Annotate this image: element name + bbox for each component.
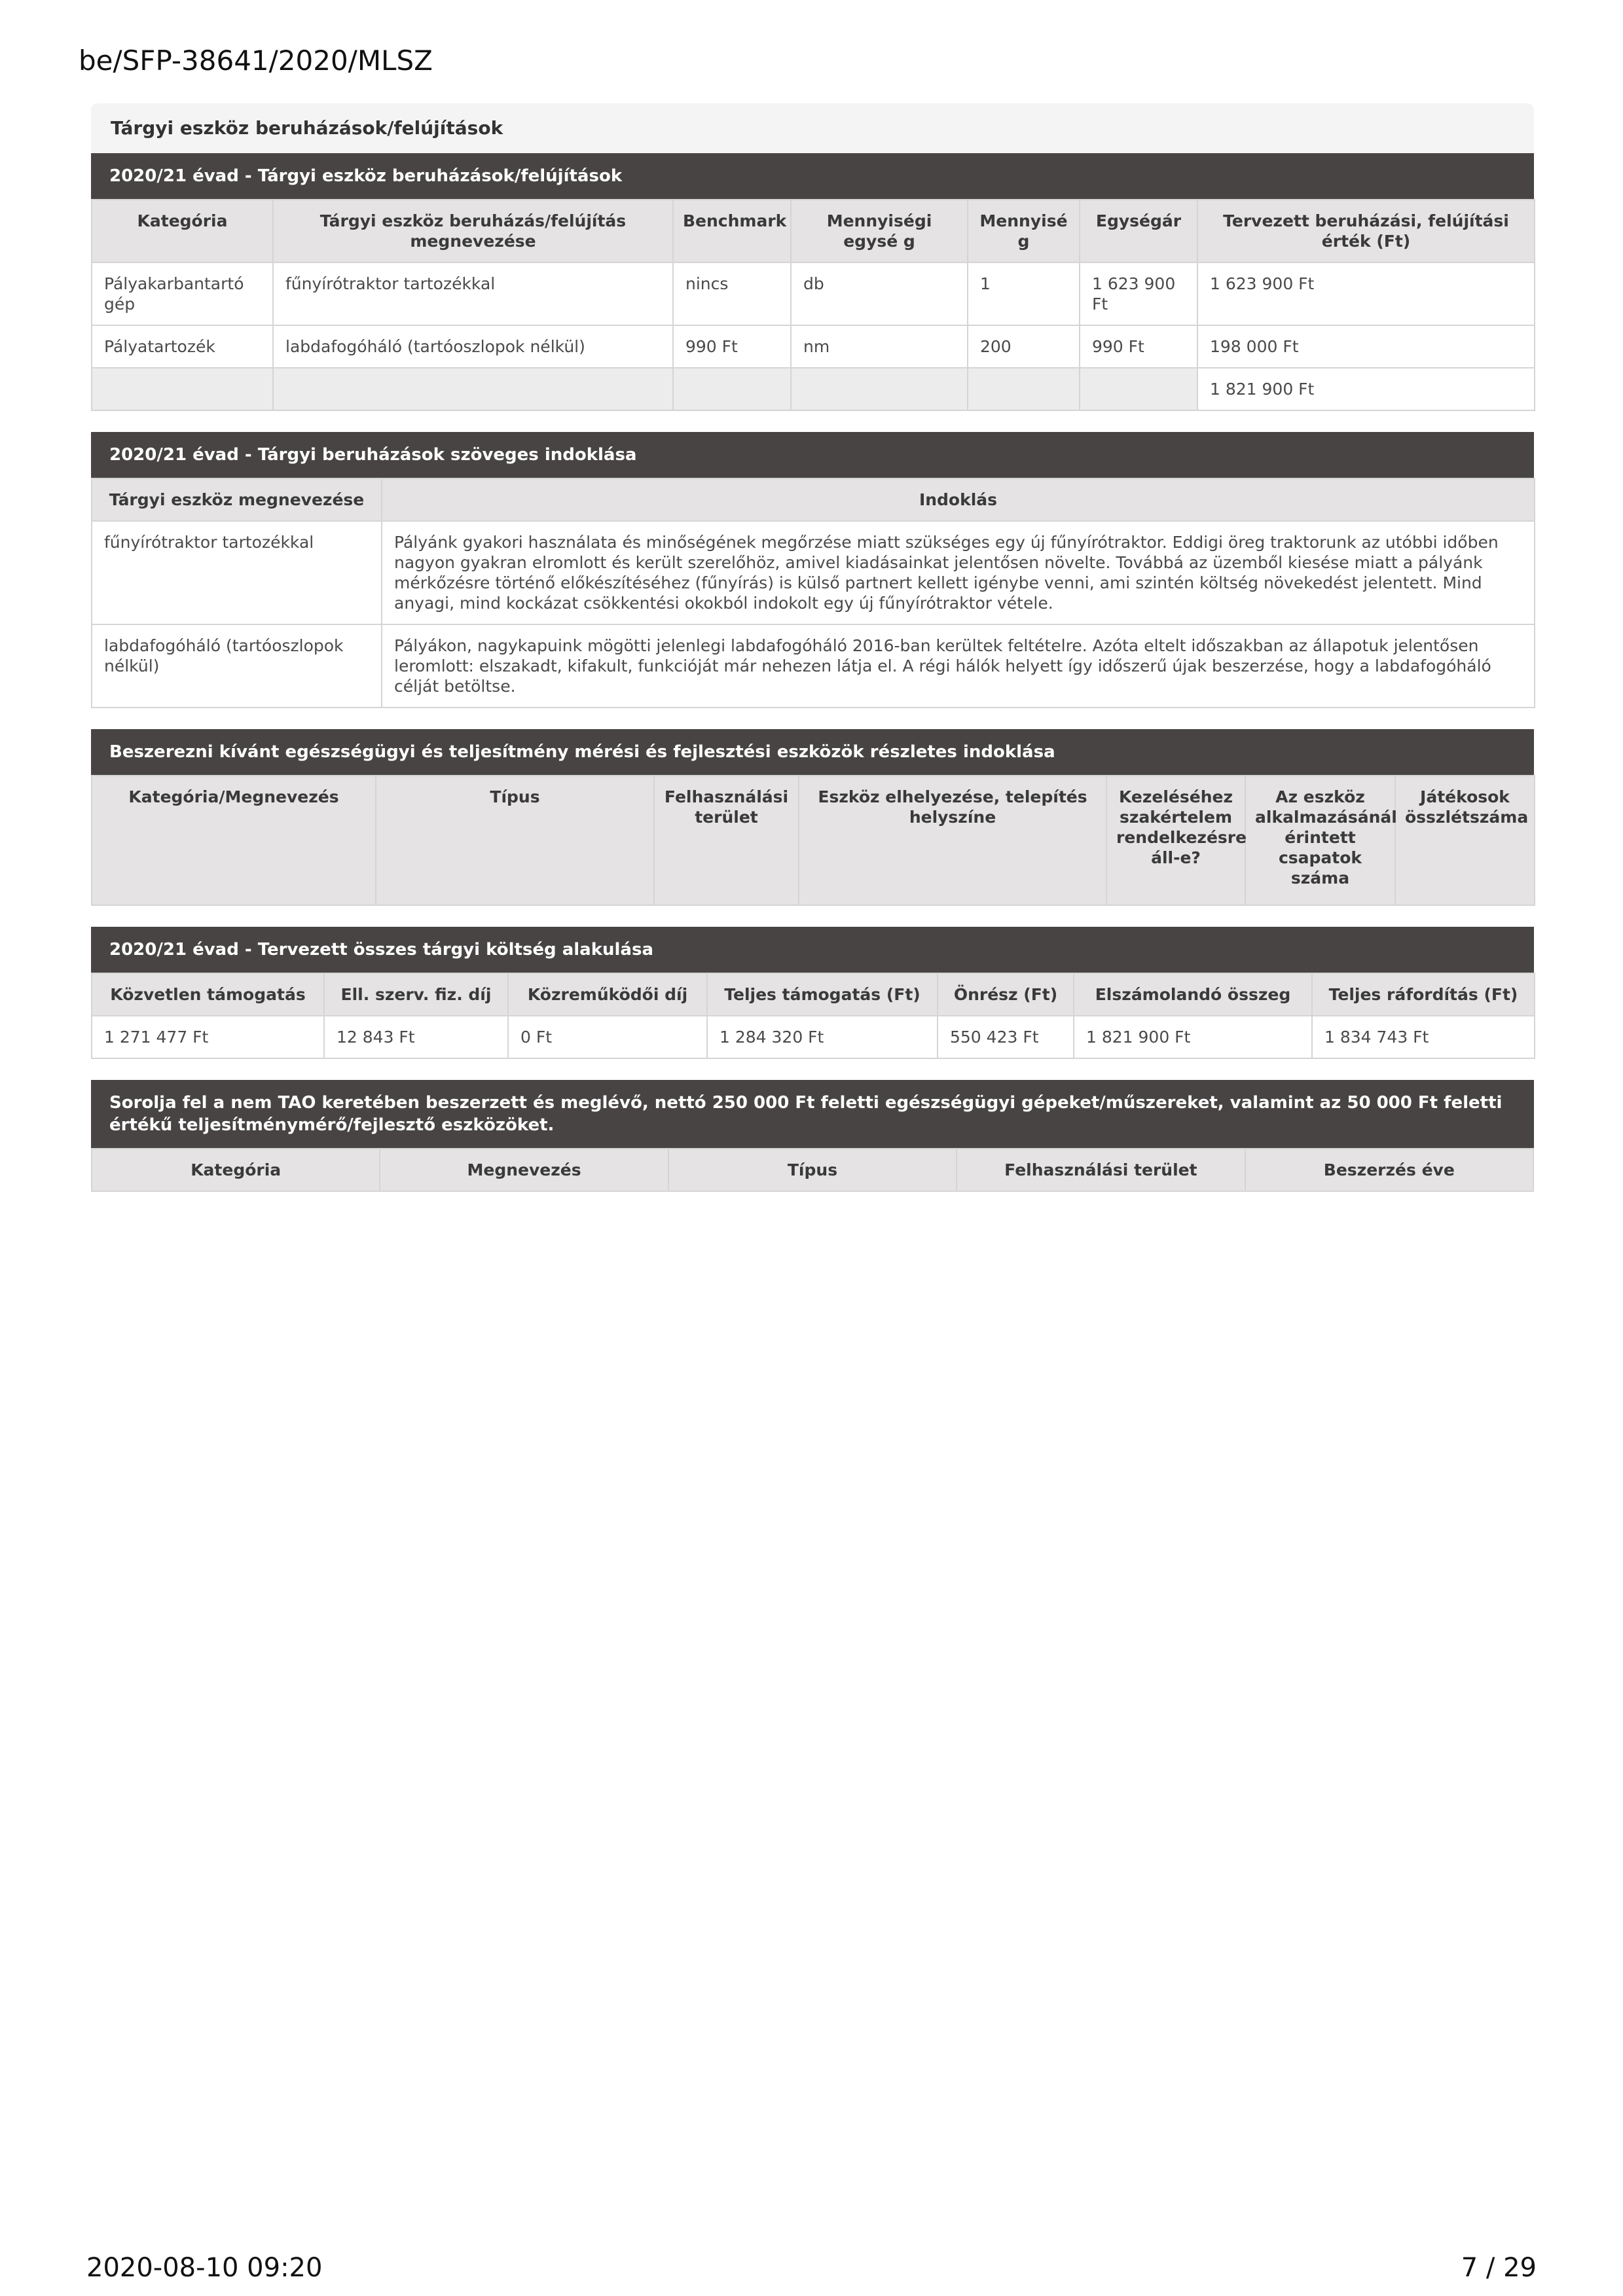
table-cell: Pályatartozék — [92, 325, 273, 368]
table-row — [92, 624, 1535, 708]
empty-cell — [968, 368, 1080, 410]
table-header-row — [92, 478, 1535, 521]
table-cell: Pályákon, nagykapuink mögötti jelenlegi labdafogóháló 2016-ban kerültek feltételre. Azóta eltelt időszakban az állapotuk jelentősen leromlott: elszakadt, kifakult, funkcióját már nehezen látja el. A régi hálók helyett így időszerű újak beszerzése, hogy a labdafogóháló célját betöltse. — [382, 624, 1535, 708]
table-row — [92, 262, 1535, 325]
table-cell: labdafogóháló (tartóoszlopok nélkül) — [273, 325, 673, 368]
investments-block — [91, 153, 1534, 411]
empty-cell — [791, 368, 968, 410]
column-header: Elszámolandó összeg — [1074, 973, 1312, 1016]
cost-table-title: 2020/21 évad - Tervezett összes tárgyi költség alakulása — [91, 927, 1534, 973]
table-cell: 12 843 Ft — [324, 1016, 508, 1058]
column-header: Tárgyi eszköz beruházás/felújítás megnevezése — [273, 200, 673, 262]
column-header: Kategória — [92, 1149, 380, 1191]
column-header: Játékosok összlétszáma — [1395, 776, 1535, 905]
total-row — [92, 368, 1535, 410]
section-title: Tárgyi eszköz beruházások/felújítások — [91, 103, 1534, 153]
column-header: Tárgyi eszköz megnevezése — [92, 478, 382, 521]
table-header-row — [92, 776, 1535, 905]
justification-table — [91, 478, 1535, 708]
table-cell: labdafogóháló (tartóoszlopok nélkül) — [92, 624, 382, 708]
equipment-table-title: Beszerezni kívánt egészségügyi és teljesítmény mérési és fejlesztési eszközök részletes indoklása — [91, 729, 1534, 775]
empty-cell — [1080, 368, 1197, 410]
column-header: Indoklás — [382, 478, 1535, 521]
table-cell: fűnyírótraktor tartozékkal — [273, 262, 673, 325]
column-header: Önrész (Ft) — [938, 973, 1074, 1016]
footer-page-number: 7 / 29 — [1461, 2253, 1537, 2283]
column-header: Felhasználási terület — [654, 776, 799, 905]
empty-cell — [92, 368, 273, 410]
column-header: Típus — [668, 1149, 957, 1191]
footer-datetime: 2020-08-10 09:20 — [86, 2253, 323, 2283]
cost-table — [91, 973, 1535, 1059]
table-cell: 990 Ft — [673, 325, 791, 368]
table-cell: nm — [791, 325, 968, 368]
justification-block — [91, 432, 1534, 708]
table-header-row — [92, 200, 1535, 262]
table-header-row — [92, 973, 1535, 1016]
table-cell: 550 423 Ft — [938, 1016, 1074, 1058]
table-cell: 198 000 Ft — [1197, 325, 1535, 368]
table-cell: 990 Ft — [1080, 325, 1197, 368]
column-header: Beszerzés éve — [1245, 1149, 1533, 1191]
table-row — [92, 325, 1535, 368]
table-cell: 1 623 900 Ft — [1080, 262, 1197, 325]
table-row — [92, 1016, 1535, 1058]
empty-cell — [673, 368, 791, 410]
document-id: be/SFP-38641/2020/MLSZ — [79, 45, 433, 77]
table-cell: 200 — [968, 325, 1080, 368]
page-content — [91, 103, 1534, 1192]
table-cell: 1 284 320 Ft — [707, 1016, 938, 1058]
column-header: Közvetlen támogatás — [92, 973, 324, 1016]
column-header: Ell. szerv. fiz. díj — [324, 973, 508, 1016]
equipment-block — [91, 729, 1534, 906]
equipment-table — [91, 775, 1535, 906]
justification-table-title: 2020/21 évad - Tárgyi beruházások szöveges indoklása — [91, 432, 1534, 478]
table-cell: nincs — [673, 262, 791, 325]
existing-equipment-table-title: Sorolja fel a nem TAO keretében beszerzett és meglévő, nettó 250 000 Ft feletti egészségügyi gépeket/műszereket, valamint az 50 000 Ft feletti értékű teljesítménymérő/fejlesztő eszközöket. — [91, 1080, 1534, 1148]
investments-table — [91, 199, 1535, 411]
column-header: Az eszköz alkalmazásánál érintett csapatok száma — [1245, 776, 1395, 905]
column-header: Felhasználási terület — [957, 1149, 1245, 1191]
column-header: Megnevezés — [380, 1149, 668, 1191]
column-header: Egységár — [1080, 200, 1197, 262]
total-value: 1 821 900 Ft — [1197, 368, 1535, 410]
table-header-row — [92, 1149, 1533, 1191]
table-cell: 1 623 900 Ft — [1197, 262, 1535, 325]
table-cell: 1 271 477 Ft — [92, 1016, 324, 1058]
column-header: Kategória/Megnevezés — [92, 776, 376, 905]
cost-block — [91, 927, 1534, 1059]
column-header: Közreműködői díj — [508, 973, 707, 1016]
column-header: Teljes ráfordítás (Ft) — [1312, 973, 1535, 1016]
table-cell: fűnyírótraktor tartozékkal — [92, 521, 382, 624]
table-cell: Pályakarbantartó gép — [92, 262, 273, 325]
column-header: Mennyiségi egysé g — [791, 200, 968, 262]
table-row — [92, 521, 1535, 624]
table-cell: 1 — [968, 262, 1080, 325]
column-header: Kategória — [92, 200, 273, 262]
existing-equipment-table — [91, 1148, 1534, 1192]
table-cell: 1 821 900 Ft — [1074, 1016, 1312, 1058]
column-header: Kezeléséhez szakértelem rendelkezésre áll-e? — [1106, 776, 1245, 905]
table-cell: 1 834 743 Ft — [1312, 1016, 1535, 1058]
empty-cell — [273, 368, 673, 410]
investments-table-title: 2020/21 évad - Tárgyi eszköz beruházások/felújítások — [91, 153, 1534, 199]
column-header: Eszköz elhelyezése, telepítés helyszíne — [799, 776, 1106, 905]
column-header: Teljes támogatás (Ft) — [707, 973, 938, 1016]
column-header: Benchmark — [673, 200, 791, 262]
existing-equipment-block — [91, 1080, 1534, 1192]
column-header: Típus — [376, 776, 654, 905]
table-cell: 0 Ft — [508, 1016, 707, 1058]
table-cell: Pályánk gyakori használata és minőségének megőrzése miatt szükséges egy új fűnyírótraktor. Eddigi öreg traktorunk az utóbbi időben nagyon gyakran elromlott és került szerelőhöz, amivel kiadásainkat jelentősen növelte. Továbbá az üzemből kiesése miatt a pályánk mérkőzésre történő előkészítéséhez (fűnyírás) is külső partnert kellett igénybe venni, ami szintén költség növekedést jelentett. Mind anyagi, mind kockázat csökkentési okokból indokolt egy új fűnyírótraktor vétele. — [382, 521, 1535, 624]
column-header: Tervezett beruházási, felújítási érték (Ft) — [1197, 200, 1535, 262]
column-header: Mennyisé g — [968, 200, 1080, 262]
table-cell: db — [791, 262, 968, 325]
